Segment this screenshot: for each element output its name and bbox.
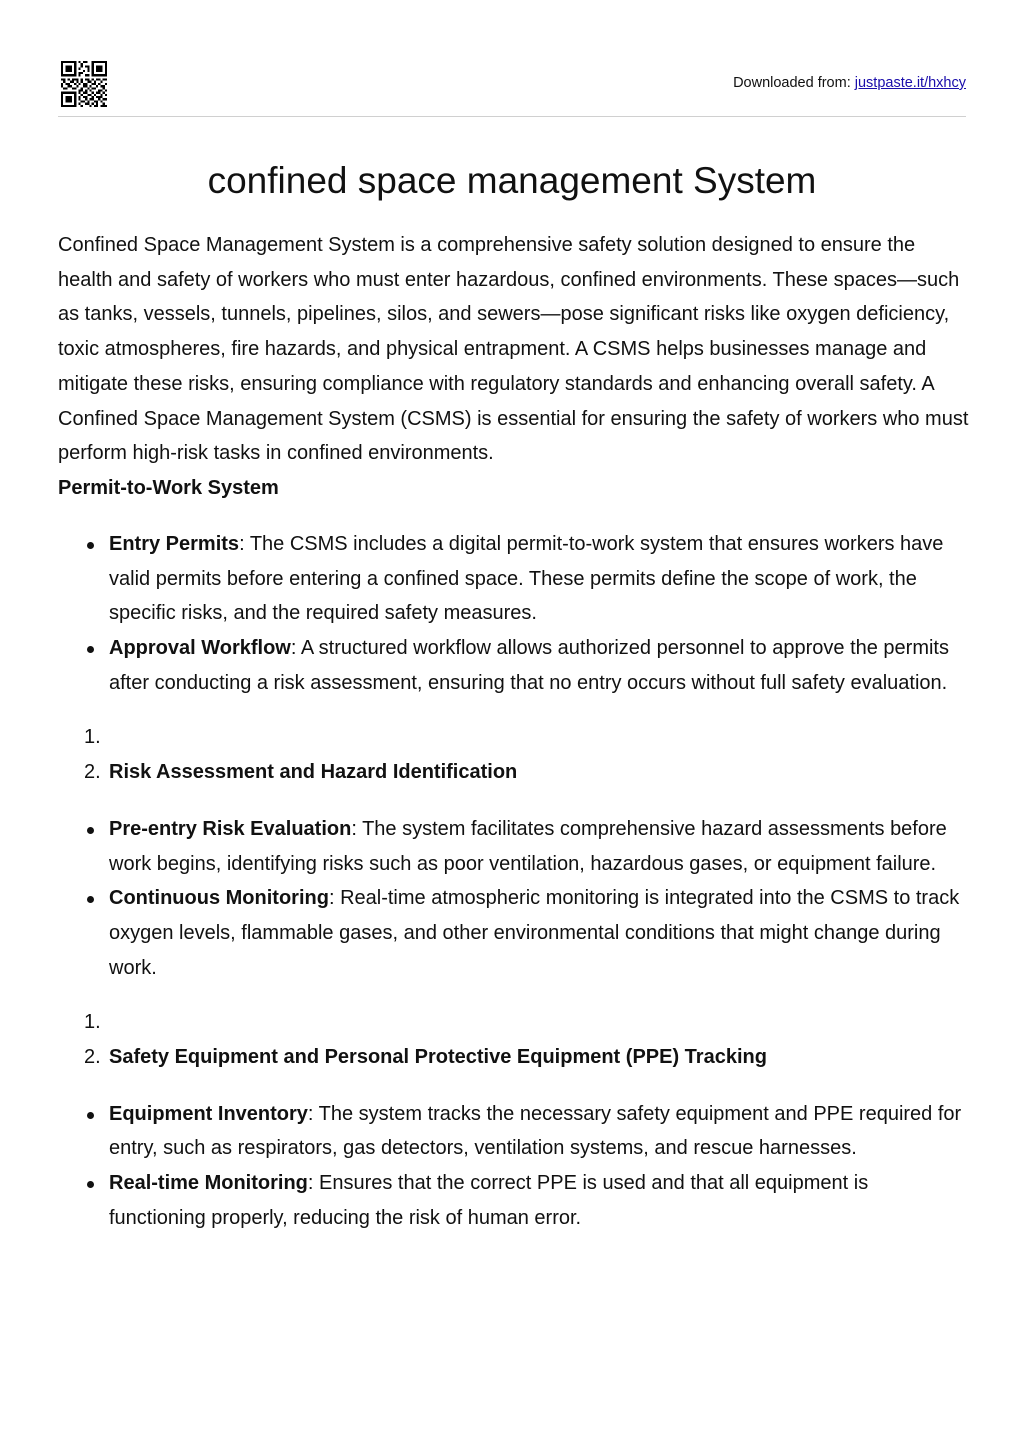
bullet-icon bbox=[87, 542, 94, 549]
list-item-term: Continuous Monitoring bbox=[109, 887, 329, 910]
list-item-text: : Ensures that the correct PPE is used and that all equipment is functioning properly, reducing the risk of human error. bbox=[109, 1172, 869, 1229]
numbered-item-heading bbox=[58, 755, 970, 790]
section-heading-ppe: Safety Equipment and Personal Protective Equipment (PPE) Tracking bbox=[109, 1046, 767, 1069]
list-number: 1. bbox=[84, 726, 101, 749]
list-item bbox=[58, 812, 970, 881]
risk-bullet-list bbox=[58, 812, 970, 986]
numbered-item-heading bbox=[58, 1040, 970, 1075]
numbered-list-ppe bbox=[58, 1005, 970, 1074]
permit-bullet-list bbox=[58, 527, 970, 701]
page-header bbox=[58, 60, 966, 117]
bullet-icon bbox=[87, 646, 94, 653]
list-item bbox=[58, 631, 970, 700]
article-body bbox=[58, 228, 970, 1256]
ppe-bullet-list bbox=[58, 1097, 970, 1236]
bullet-icon bbox=[87, 1181, 94, 1188]
list-number: 2. bbox=[84, 1046, 101, 1069]
list-item-text: : The system tracks the necessary safety equipment and PPE required for entry, such as respirators, gas detectors, ventilation systems, and rescue harnesses. bbox=[109, 1102, 962, 1160]
list-item-term: Approval Workflow bbox=[109, 637, 291, 660]
list-item-term: Real-time Monitoring bbox=[109, 1172, 308, 1195]
page-title: confined space management System bbox=[207, 160, 817, 201]
list-item-text: : The system facilitates comprehensive hazard assessments before work begins, identifying risks such as poor ventilation, hazardous gases, or equipment failure. bbox=[109, 817, 947, 875]
list-item bbox=[58, 1097, 970, 1166]
list-item bbox=[58, 881, 970, 985]
qr-code-icon bbox=[61, 61, 107, 107]
bullet-icon bbox=[87, 896, 94, 903]
list-item-term: Pre-entry Risk Evaluation bbox=[109, 817, 352, 840]
list-number: 2. bbox=[84, 761, 101, 784]
bullet-icon bbox=[87, 827, 94, 834]
numbered-item-empty bbox=[58, 1005, 970, 1040]
numbered-list-risk bbox=[58, 720, 970, 789]
download-source bbox=[733, 75, 966, 91]
section-heading-permit: Permit-to-Work System bbox=[58, 476, 279, 499]
list-number: 1. bbox=[84, 1011, 101, 1034]
list-item bbox=[58, 1166, 970, 1235]
list-item-text: : A structured workflow allows authorized personnel to approve the permits after conducting a risk assessment, ensuring that no entry occurs without full safety evaluation. bbox=[109, 637, 949, 694]
bullet-icon bbox=[87, 1112, 94, 1119]
list-item-term: Equipment Inventory bbox=[109, 1102, 308, 1125]
list-item-term: Entry Permits bbox=[109, 532, 240, 555]
intro-paragraph: Confined Space Management System is a comprehensive safety solution designed to ensure the health and safety of workers who must enter hazardous, confined environments. These spaces—such as tanks, vessels, tunnels, pipelines, silos, and sewers—pose significant risks like oxygen deficiency, toxic atmospheres, fire hazards, and physical entrapment. A CSMS helps businesses manage and mitigate these risks, ensuring compliance with regulatory standards and enhancing overall safety. A Confined Space Management System (CSMS) is essential for ensuring the safety of workers who must perform high-risk tasks in confined environments. bbox=[58, 234, 969, 465]
section-heading-risk: Risk Assessment and Hazard Identification bbox=[109, 761, 518, 784]
list-item-text: : Real-time atmospheric monitoring is integrated into the CSMS to track oxygen levels, flammable gases, and other environmental conditions that might change during work. bbox=[109, 887, 960, 979]
list-item-text: : The CSMS includes a digital permit-to-work system that ensures workers have valid permits before entering a confined space. These permits define the scope of work, the specific risks, and the required safety measures. bbox=[109, 532, 944, 625]
list-item bbox=[58, 527, 970, 631]
source-link[interactable]: justpaste.it/hxhcy bbox=[854, 75, 966, 91]
numbered-item-empty bbox=[58, 720, 970, 755]
downloaded-from-label: Downloaded from: bbox=[733, 75, 851, 91]
